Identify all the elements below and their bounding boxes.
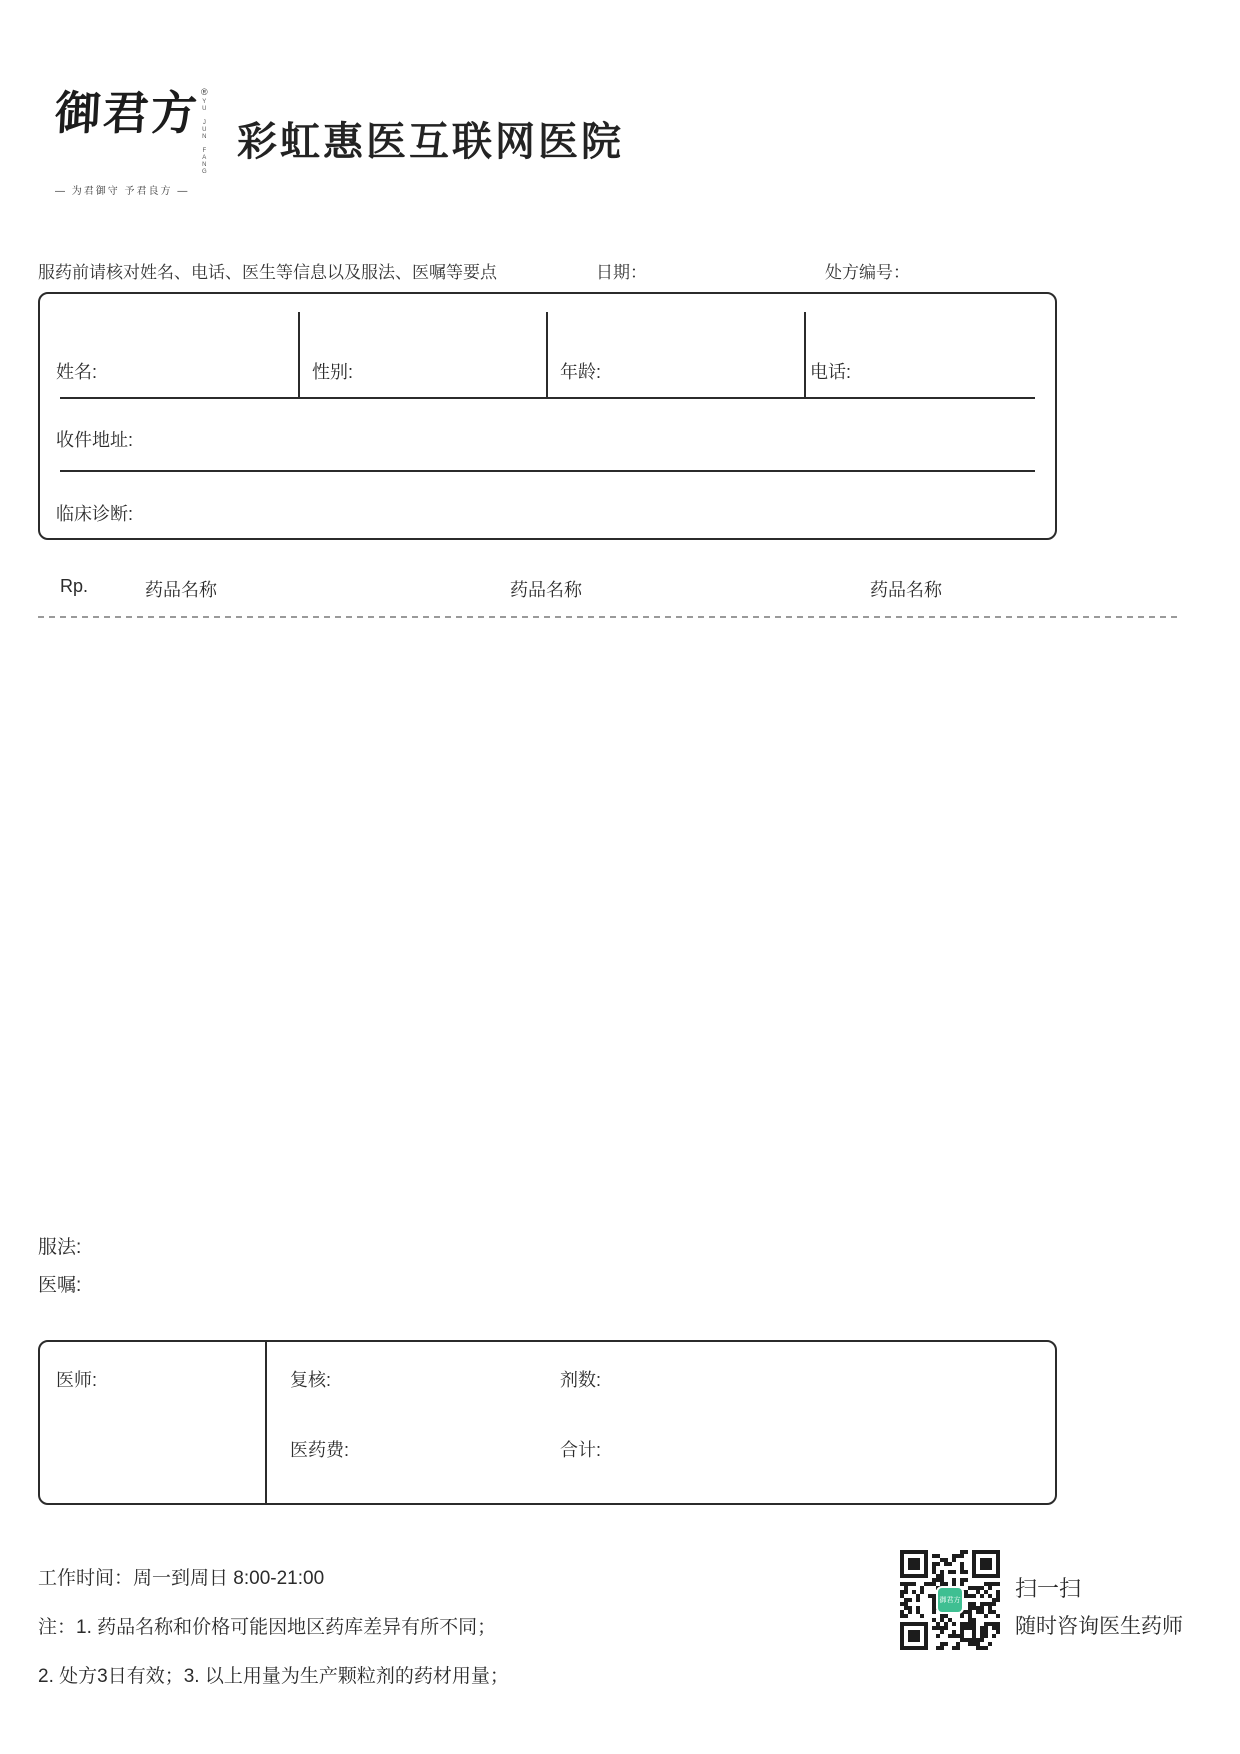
hospital-title: 彩虹惠医互联网医院	[237, 120, 624, 164]
patient-name-label: 姓名:	[56, 362, 98, 382]
prescription-number-label: 处方编号：	[825, 263, 910, 282]
qr-code	[900, 1550, 1000, 1650]
qr-consult-caption: 随时咨询医生药师	[1015, 1615, 1183, 1638]
patient-info-box	[38, 292, 1057, 540]
column-divider	[265, 1342, 267, 1503]
row-divider	[60, 397, 1035, 399]
working-hours: 工作时间：周一到周日 8:00-21:00	[38, 1568, 325, 1589]
row-divider	[60, 470, 1035, 472]
drug-name-column-header: 药品名称	[510, 580, 582, 600]
note-line-2: 2. 处方3日有效；3. 以上用量为生产颗粒剂的药材用量；	[38, 1666, 509, 1687]
doctor-advice-label: 医嘱:	[38, 1275, 82, 1296]
brand-tagline: — 为君御守 予君良方 —	[55, 186, 190, 197]
date-label: 日期：	[596, 263, 647, 282]
brand-logo	[53, 87, 208, 197]
column-divider	[298, 312, 300, 397]
medication-notice: 服药前请核对姓名、电话、医生等信息以及服法、医嘱等要点	[38, 263, 497, 282]
patient-gender-label: 性别:	[312, 362, 354, 382]
drug-name-column-header: 药品名称	[145, 580, 217, 600]
registered-trademark-icon: ®	[201, 87, 208, 97]
dose-count-label: 剂数:	[560, 1370, 602, 1390]
patient-phone-label: 电话:	[810, 362, 852, 382]
brand-logo-text: 御君方	[53, 87, 201, 139]
clinical-diagnosis-label: 临床诊断:	[56, 504, 134, 524]
medicine-fee-label: 医药费:	[290, 1440, 350, 1460]
brand-logo-pinyin: YU JUN FANG	[201, 99, 208, 176]
review-label: 复核:	[290, 1370, 332, 1390]
usage-label: 服法:	[38, 1237, 82, 1258]
shipping-address-label: 收件地址:	[56, 430, 134, 450]
qr-center-logo	[936, 1586, 964, 1614]
total-label: 合计:	[560, 1440, 602, 1460]
drug-name-column-header: 药品名称	[870, 580, 942, 600]
qr-center-logo-text: 御君方	[939, 1597, 961, 1604]
column-divider	[546, 312, 548, 397]
column-divider	[804, 312, 806, 397]
note-line-1: 注：1. 药品名称和价格可能因地区药库差异有所不同；	[38, 1617, 497, 1638]
qr-scan-caption: 扫一扫	[1015, 1576, 1082, 1601]
doctor-label: 医师:	[56, 1370, 98, 1390]
rp-label: Rp.	[60, 576, 89, 596]
dashed-separator	[38, 616, 1177, 618]
patient-age-label: 年龄:	[560, 362, 602, 382]
signature-box	[38, 1340, 1057, 1505]
